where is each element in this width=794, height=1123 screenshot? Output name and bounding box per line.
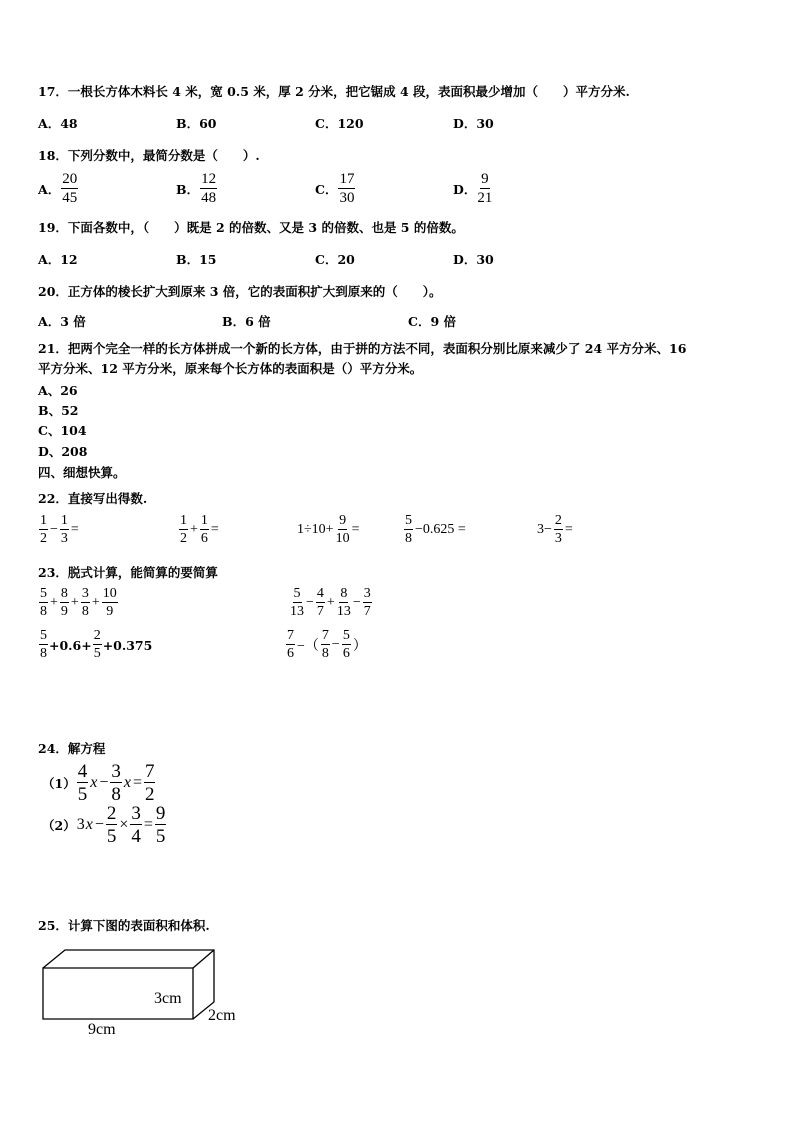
q20-option-a: A．3 倍: [38, 314, 86, 329]
q19-option-a: A．12: [38, 252, 78, 267]
q24-equation-2: （2） 3 x − $\frac{2}{5}$ × $\frac{3}{4}$ = $\frac{9}{5}$: [42, 803, 166, 847]
q22-item-2: $\frac{1}{2}$ + $\frac{1}{6}$ =: [180, 513, 219, 546]
q18-stem: 18．下列分数中，最简分数是（ ）.: [38, 148, 260, 163]
option-letter: C．: [315, 182, 338, 197]
q22-item-3: 1÷10+ $\frac{9}{10}$ =: [297, 513, 360, 546]
q22-item-4: $\frac{5}{8}$ −0.625 =: [405, 513, 466, 546]
q18-option-a: [38, 172, 79, 206]
q19-option-d: D．30: [453, 252, 494, 267]
q17-option-d: D．30: [453, 116, 494, 131]
q17-option-a: A．48: [38, 116, 78, 131]
q24-stem: 24．解方程: [38, 741, 106, 756]
cuboid-back-edges: [43, 950, 214, 1019]
fraction: $\frac{12}{48}$: [201, 171, 217, 206]
q22-item-1: $\frac{1}{2}$ − $\frac{1}{3}$ =: [40, 513, 79, 546]
q18-option-d: [453, 172, 493, 206]
q18-option-c: [315, 172, 356, 206]
q21-stem-line1: 21．把两个完全一样的长方体拼成一个新的长方体，由于拼的方法不同，表面积分别比原来减少了 24 平方分米、16: [38, 341, 687, 356]
q20-option-c: C．9 倍: [408, 314, 456, 329]
height-label: 3cm: [154, 990, 182, 1007]
q21-option-c: C、104: [38, 423, 87, 438]
fraction: $\frac{9}{21}$: [477, 171, 493, 206]
q23-stem: 23．脱式计算，能简算的要简算: [38, 565, 218, 580]
q19-option-b: B．15: [176, 252, 217, 267]
fraction: $\frac{17}{30}$: [339, 171, 355, 206]
q19-stem: 19．下面各数中，（ ）既是 2 的倍数、又是 3 的倍数、也是 5 的倍数。: [38, 220, 464, 235]
q25-stem: 25．计算下图的表面积和体积.: [38, 918, 210, 933]
q17-option-b: B．60: [176, 116, 217, 131]
q21-option-a: A、26: [38, 383, 78, 398]
q23-expression-3: $\frac{5}{8}$ +0.6+ $\frac{2}{5}$ +0.375: [40, 628, 153, 661]
q18-option-b: [176, 172, 218, 206]
q20-stem: 20．正方体的棱长扩大到原来 3 倍，它的表面积扩大到原来的（ ）。: [38, 284, 442, 299]
q21-option-b: B、52: [38, 403, 79, 418]
q23-expression-1: $\frac{5}{8}$ + $\frac{8}{9}$ + $\frac{3}{8}$ + $\frac{10}{9}$: [40, 586, 117, 619]
q21-stem-line2: 平方分米、12 平方分米，原来每个长方体的表面积是（）平方分米。: [38, 361, 423, 376]
depth-label: 2cm: [208, 1007, 236, 1024]
q20-option-b: B．6 倍: [222, 314, 271, 329]
option-letter: A．: [38, 182, 61, 197]
length-label: 9cm: [88, 1021, 116, 1038]
q23-expression-2: $\frac{5}{13}$ − $\frac{4}{7}$ + $\frac{8}{13}$ − $\frac{3}{7}$: [290, 586, 371, 619]
q23-expression-4: $\frac{7}{6}$ −（ $\frac{7}{8}$ − $\frac{5}{6}$ ）: [287, 628, 367, 661]
fraction: $\frac{20}{45}$: [62, 171, 78, 206]
q24-equation-1: （1） $\frac{4}{5}$ x − $\frac{3}{8}$ x = $\frac{7}{2}$: [42, 761, 155, 805]
q17-stem: 17．一根长方体木料长 4 米，宽 0.5 米，厚 2 分米，把它锯成 4 段，表面积最少增加（ ）平方分米.: [38, 84, 630, 99]
q17-option-c: C．120: [315, 116, 364, 131]
cuboid-top-right-edge: [193, 950, 214, 968]
q22-item-5: 3− $\frac{2}{3}$ =: [537, 513, 573, 546]
q19-option-c: C．20: [315, 252, 355, 267]
q21-option-d: D、208: [38, 444, 88, 459]
option-letter: D．: [453, 182, 477, 197]
option-letter: B．: [176, 182, 200, 197]
cuboid-figure: [38, 944, 258, 1040]
q22-stem: 22．直接写出得数.: [38, 491, 148, 506]
section-heading: 四、细想快算。: [38, 465, 126, 480]
